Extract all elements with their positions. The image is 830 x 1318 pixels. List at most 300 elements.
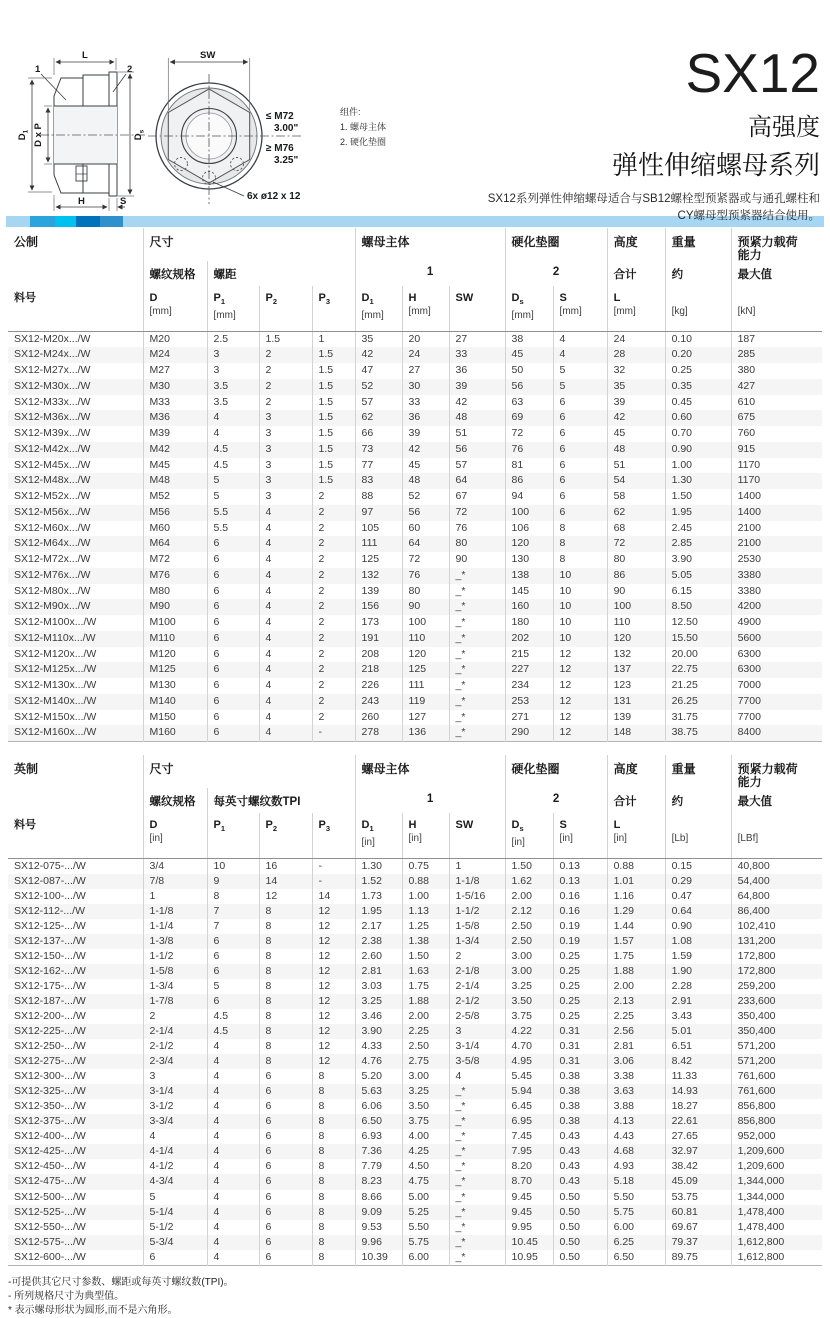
value-cell: 111 (355, 536, 402, 552)
value-cell: 3.00 (505, 964, 553, 979)
value-cell: 12 (312, 949, 355, 964)
value-cell: 202 (505, 631, 553, 647)
value-cell: 100 (402, 615, 449, 631)
value-cell: 12 (312, 934, 355, 949)
value-cell: M72 (143, 552, 207, 568)
table-row (8, 473, 822, 489)
value-cell: 6 (207, 725, 259, 741)
value-cell: 4 (259, 678, 312, 694)
table-row (8, 631, 822, 647)
value-cell: 39 (402, 426, 449, 442)
column-header: [LBf] (731, 813, 822, 858)
washer-number: 2 (505, 788, 607, 813)
value-cell: 90 (402, 599, 449, 615)
dim-sw-label: SW (200, 50, 216, 61)
value-cell: 3-1/4 (143, 1084, 207, 1099)
description-line-2: CY螺母型预紧器结合使用。 (677, 210, 820, 223)
value-cell: _* (449, 1220, 505, 1235)
value-cell: 1-1/8 (449, 874, 505, 889)
part-number-cell: SX12-162-.../W (14, 964, 86, 977)
value-cell: 215 (505, 647, 553, 663)
value-cell: M100 (143, 615, 207, 631)
table-row (8, 1054, 822, 1069)
value-cell: 5 (143, 1190, 207, 1205)
value-cell: 6 (259, 1250, 312, 1266)
value-cell: 6 (259, 1174, 312, 1189)
value-cell: 2.00 (402, 1009, 449, 1024)
value-cell: 3.63 (607, 1084, 665, 1099)
part-number-cell: SX12-M60x.../W (14, 521, 91, 534)
value-cell: 1.50 (402, 949, 449, 964)
value-cell: 1.5 (259, 331, 312, 347)
value-cell: 2 (312, 505, 355, 521)
value-cell: 12 (312, 919, 355, 934)
value-cell: 6 (207, 934, 259, 949)
value-cell: 0.31 (553, 1054, 607, 1069)
value-cell: 285 (731, 347, 822, 363)
value-cell: M125 (143, 662, 207, 678)
value-cell: _* (449, 1099, 505, 1114)
value-cell: 191 (355, 631, 402, 647)
value-cell: 4-1/2 (143, 1159, 207, 1174)
value-cell: 8 (312, 1084, 355, 1099)
value-cell: 0.50 (553, 1250, 607, 1266)
value-cell: 72 (607, 536, 665, 552)
value-cell: 0.25 (665, 363, 731, 379)
page-title: SX12 (685, 42, 820, 104)
part-number-cell: SX12-175-.../W (14, 979, 86, 992)
value-cell: 0.38 (553, 1114, 607, 1129)
value-cell: 3.75 (505, 1009, 553, 1024)
value-cell: 54 (607, 473, 665, 489)
weight-group-header: 重量 (665, 228, 731, 261)
value-cell: 26.25 (665, 694, 731, 710)
value-cell: 1.50 (665, 489, 731, 505)
value-cell: 137 (607, 662, 665, 678)
part-number-cell: SX12-M110x.../W (14, 631, 96, 644)
value-cell: 0.50 (553, 1235, 607, 1250)
table-row (8, 1250, 822, 1266)
value-cell: 57 (355, 395, 402, 411)
value-cell: 1-3/4 (143, 979, 207, 994)
column-header-row (8, 286, 822, 331)
part-number-cell: SX12-087-.../W (14, 874, 86, 887)
value-cell: 1.00 (665, 458, 731, 474)
value-cell: 6 (553, 426, 607, 442)
value-cell: 5.75 (607, 1205, 665, 1220)
value-cell: 4 (207, 1084, 259, 1099)
value-cell: 125 (355, 552, 402, 568)
table-row (8, 1099, 822, 1114)
value-cell: 5-1/2 (143, 1220, 207, 1235)
value-cell: 4 (207, 1099, 259, 1114)
value-cell: 278 (355, 725, 402, 741)
value-cell: 1170 (731, 473, 822, 489)
value-cell: 0.38 (553, 1099, 607, 1114)
value-cell: M39 (143, 426, 207, 442)
page-subtitle-2: 弹性伸缩螺母系列 (611, 150, 820, 180)
value-cell: 0.10 (665, 331, 731, 347)
value-cell: M42 (143, 442, 207, 458)
value-cell: 6 (207, 694, 259, 710)
value-cell: 0.13 (553, 874, 607, 889)
value-cell: 24 (402, 347, 449, 363)
value-cell: 7700 (731, 710, 822, 726)
part-number-cell: SX12-300-.../W (14, 1070, 86, 1083)
value-cell: 6 (553, 473, 607, 489)
value-cell: 42 (355, 347, 402, 363)
nut-body-number: 1 (355, 788, 505, 813)
value-cell: 1.5 (312, 363, 355, 379)
value-cell: _* (449, 1174, 505, 1189)
value-cell: 8 (312, 1174, 355, 1189)
value-cell: 1-1/2 (449, 904, 505, 919)
value-cell: 4 (449, 1069, 505, 1084)
value-cell: 20.00 (665, 647, 731, 663)
table-row (8, 426, 822, 442)
value-cell: 2100 (731, 521, 822, 537)
value-cell: 48 (607, 442, 665, 458)
value-cell: 6 (259, 1069, 312, 1084)
table-row (8, 889, 822, 904)
column-header-row (8, 813, 822, 858)
value-cell: 62 (607, 505, 665, 521)
value-cell: 0.25 (553, 979, 607, 994)
part-number-cell: SX12-M72x.../W (14, 553, 91, 565)
dim-d1-label: $D_1$ (17, 129, 30, 141)
value-cell: _* (449, 1159, 505, 1174)
value-cell: 4 (207, 1054, 259, 1069)
value-cell: 8.23 (355, 1174, 402, 1189)
value-cell: 1.08 (665, 934, 731, 949)
value-cell: 6.51 (665, 1039, 731, 1054)
value-cell: 80 (402, 584, 449, 600)
value-cell: _* (449, 615, 505, 631)
value-cell: 4 (259, 725, 312, 741)
value-cell: 8 (553, 552, 607, 568)
column-header: SW (449, 813, 505, 858)
value-cell: M120 (143, 647, 207, 663)
value-cell: 10 (553, 568, 607, 584)
value-cell: 60.81 (665, 1205, 731, 1220)
value-cell: 16 (259, 858, 312, 874)
value-cell: 4.00 (402, 1129, 449, 1144)
value-cell: 2 (312, 631, 355, 647)
value-cell: 10 (553, 584, 607, 600)
value-cell: 0.43 (553, 1174, 607, 1189)
value-cell: M76 (143, 568, 207, 584)
value-cell: 10 (553, 631, 607, 647)
column-header: [Lb] (665, 813, 731, 858)
part-number-cell: SX12-M90x.../W (14, 600, 91, 613)
value-cell: 2 (312, 678, 355, 694)
value-cell: 86 (505, 473, 553, 489)
value-cell: 6 (207, 647, 259, 663)
value-cell: 4 (207, 1039, 259, 1054)
value-cell: 6.50 (607, 1250, 665, 1266)
value-cell: 6 (207, 615, 259, 631)
value-cell: 120 (607, 631, 665, 647)
preload-group-header: 预紧力载荷 能力 (731, 755, 822, 788)
table-row (8, 919, 822, 934)
value-cell: 8 (312, 1114, 355, 1129)
value-cell: 2.50 (505, 934, 553, 949)
value-cell: 6 (553, 442, 607, 458)
part-number-cell: SX12-525-.../W (14, 1205, 86, 1218)
value-cell: 1.5 (312, 442, 355, 458)
value-cell: 3.25 (505, 979, 553, 994)
value-cell: 73 (355, 442, 402, 458)
value-cell: 1.16 (607, 889, 665, 904)
value-cell: 35 (355, 331, 402, 347)
value-cell: 3.38 (607, 1069, 665, 1084)
value-cell: 1.95 (665, 505, 731, 521)
value-cell: 6 (207, 568, 259, 584)
value-cell: 119 (402, 694, 449, 710)
value-cell: 7.79 (355, 1159, 402, 1174)
value-cell: 0.43 (553, 1129, 607, 1144)
title-block (487, 42, 820, 226)
value-cell: 1-5/8 (449, 919, 505, 934)
value-cell: 12.50 (665, 615, 731, 631)
value-cell: 1.38 (402, 934, 449, 949)
value-cell: 3.50 (505, 994, 553, 1009)
column-header: $P_3$ (312, 286, 355, 331)
part-number-cell: SX12-325-.../W (14, 1085, 86, 1098)
value-cell: 0.25 (553, 1009, 607, 1024)
value-cell: 12 (312, 1054, 355, 1069)
part-number-cell: SX12-M56x.../W (14, 505, 91, 518)
value-cell: 0.13 (553, 858, 607, 874)
value-cell: 1 (449, 858, 505, 874)
footnote-2: - 所列规格尺寸为典型值。 (8, 1290, 125, 1302)
value-cell: 6 (259, 1159, 312, 1174)
value-cell: 5.5 (207, 505, 259, 521)
region-header: 英制 (14, 762, 39, 776)
table-row (8, 1205, 822, 1220)
value-cell: 8.20 (505, 1159, 553, 1174)
value-cell: 6300 (731, 662, 822, 678)
value-cell: 1.30 (355, 858, 402, 874)
value-cell: 6 (207, 552, 259, 568)
value-cell: 6.93 (355, 1129, 402, 1144)
part-number-cell: SX12-M140x.../W (14, 694, 97, 707)
value-cell: 3.75 (402, 1114, 449, 1129)
column-header: S [in] (553, 813, 607, 858)
value-cell: 64 (449, 473, 505, 489)
value-cell: 0.20 (665, 347, 731, 363)
value-cell: 3 (143, 1069, 207, 1084)
value-cell: 3 (259, 458, 312, 474)
part-number-cell: SX12-187-.../W (14, 994, 86, 1007)
value-cell: 12 (312, 1024, 355, 1039)
value-cell: 5.75 (402, 1235, 449, 1250)
value-cell: 136 (402, 725, 449, 741)
value-cell: _* (449, 694, 505, 710)
value-cell: 160 (505, 599, 553, 615)
table-row (8, 647, 822, 663)
value-cell: 2 (312, 662, 355, 678)
value-cell: 4.70 (505, 1039, 553, 1054)
value-cell: 60 (402, 521, 449, 537)
value-cell: 6 (259, 1190, 312, 1205)
value-cell: 5.05 (665, 568, 731, 584)
value-cell: 1-5/8 (143, 964, 207, 979)
column-header: $D_s$ [mm] (505, 286, 553, 331)
value-cell: 0.88 (607, 858, 665, 874)
value-cell: 2 (312, 599, 355, 615)
value-cell: 2 (312, 568, 355, 584)
value-cell: 83 (355, 473, 402, 489)
value-cell: - (312, 858, 355, 874)
value-cell: M80 (143, 584, 207, 600)
value-cell: 350,400 (731, 1009, 822, 1024)
part-number-cell: SX12-250-.../W (14, 1040, 86, 1053)
value-cell: 156 (355, 599, 402, 615)
table-row (8, 1009, 822, 1024)
description-line-1: SX12系列弹性伸缩螺母适合与SB12螺栓型预紧器或与通孔螺柱和 (487, 193, 820, 205)
value-cell: 47 (355, 363, 402, 379)
value-cell: 6 (207, 949, 259, 964)
value-cell: 12 (553, 678, 607, 694)
value-cell: _* (449, 1144, 505, 1159)
metric-table-body (8, 331, 822, 742)
value-cell: 3.06 (607, 1054, 665, 1069)
value-cell: 2-1/8 (449, 964, 505, 979)
value-cell: 6.25 (607, 1235, 665, 1250)
technical-drawing (4, 8, 444, 218)
value-cell: 3.25 (402, 1084, 449, 1099)
value-cell: 6.95 (505, 1114, 553, 1129)
value-cell: 90 (607, 584, 665, 600)
thread-spec-header: 螺纹规格 (143, 261, 207, 286)
value-cell: 6 (259, 1144, 312, 1159)
value-cell: 1-1/4 (143, 919, 207, 934)
value-cell: 2.50 (402, 1039, 449, 1054)
value-cell: 0.29 (665, 874, 731, 889)
value-cell: 260 (355, 710, 402, 726)
value-cell: 6 (207, 599, 259, 615)
value-cell: 111 (402, 678, 449, 694)
value-cell: 31.75 (665, 710, 731, 726)
value-cell: 1.62 (505, 874, 553, 889)
table-row (8, 1024, 822, 1039)
value-cell: _* (449, 647, 505, 663)
value-cell: 56 (505, 379, 553, 395)
table-row (8, 395, 822, 411)
value-cell: 3.90 (665, 552, 731, 568)
value-cell: M20 (143, 331, 207, 347)
component-1: 1. 螺母主体 (340, 122, 387, 132)
dim-h-label: H (78, 196, 85, 207)
value-cell: 7.36 (355, 1144, 402, 1159)
value-cell: 3.03 (355, 979, 402, 994)
value-cell: 227 (505, 662, 553, 678)
table-row (8, 1159, 822, 1174)
value-cell: 3 (259, 426, 312, 442)
value-cell: 8 (312, 1235, 355, 1250)
value-cell: 12 (312, 1039, 355, 1054)
value-cell: M64 (143, 536, 207, 552)
part-number-cell: SX12-500-.../W (14, 1190, 86, 1203)
value-cell: M110 (143, 631, 207, 647)
value-cell: 2530 (731, 552, 822, 568)
value-cell: 12 (553, 710, 607, 726)
value-cell: 76 (449, 521, 505, 537)
value-cell: 72 (402, 552, 449, 568)
part-number-cell: SX12-M120x.../W (14, 647, 97, 660)
value-cell: 69.67 (665, 1220, 731, 1235)
column-header: [kg] (665, 286, 731, 331)
part-number-cell: SX12-137-.../W (14, 934, 86, 947)
value-cell: 610 (731, 395, 822, 411)
value-cell: 15.50 (665, 631, 731, 647)
value-cell: 1 (143, 889, 207, 904)
value-cell: 5 (207, 473, 259, 489)
table-row (8, 615, 822, 631)
value-cell: 4.68 (607, 1144, 665, 1159)
value-cell: 9.53 (355, 1220, 402, 1235)
value-cell: 6 (207, 710, 259, 726)
value-cell: 42 (402, 442, 449, 458)
value-cell: 14.93 (665, 1084, 731, 1099)
value-cell: _* (449, 1114, 505, 1129)
value-cell: 0.35 (665, 379, 731, 395)
value-cell: 2 (259, 379, 312, 395)
value-cell: 22.75 (665, 662, 731, 678)
value-cell: 5.25 (402, 1205, 449, 1220)
front-view (148, 50, 302, 204)
value-cell: 0.16 (553, 904, 607, 919)
part-number-cell: SX12-M76x.../W (14, 568, 91, 581)
value-cell: 1.30 (665, 473, 731, 489)
column-header: $P_2$ (259, 286, 312, 331)
column-header: D [mm] (143, 286, 207, 331)
value-cell: 6.45 (505, 1099, 553, 1114)
value-cell: 1.5 (312, 473, 355, 489)
component-2: 2. 硬化垫圈 (340, 137, 387, 147)
part-number-cell: SX12-275-.../W (14, 1055, 86, 1068)
column-header: $D_s$ [in] (505, 813, 553, 858)
preload-group-header: 预紧力载荷 能力 (731, 228, 822, 261)
value-cell: 8 (259, 949, 312, 964)
value-cell: 131 (607, 694, 665, 710)
value-cell: 9.09 (355, 1205, 402, 1220)
value-cell: 10.95 (505, 1250, 553, 1266)
value-cell: 6 (207, 631, 259, 647)
value-cell: 4 (259, 536, 312, 552)
value-cell: 38.42 (665, 1159, 731, 1174)
value-cell: 7.45 (505, 1129, 553, 1144)
value-cell: 4 (207, 1159, 259, 1174)
value-cell: 2-3/4 (143, 1054, 207, 1069)
value-cell: 1.50 (505, 858, 553, 874)
value-cell: 2 (143, 1009, 207, 1024)
value-cell: 226 (355, 678, 402, 694)
value-cell: 35 (607, 379, 665, 395)
value-cell: 27.65 (665, 1129, 731, 1144)
value-cell: 12 (553, 662, 607, 678)
value-cell: 2.12 (505, 904, 553, 919)
value-cell: 3.50 (402, 1099, 449, 1114)
value-cell: 1,209,600 (731, 1159, 822, 1174)
value-cell: 4 (553, 347, 607, 363)
column-header: 料号 (8, 286, 143, 331)
table-row (8, 1235, 822, 1250)
part-number-cell: SX12-M27x.../W (14, 364, 91, 376)
table-row (8, 949, 822, 964)
value-cell: 3-3/4 (143, 1114, 207, 1129)
